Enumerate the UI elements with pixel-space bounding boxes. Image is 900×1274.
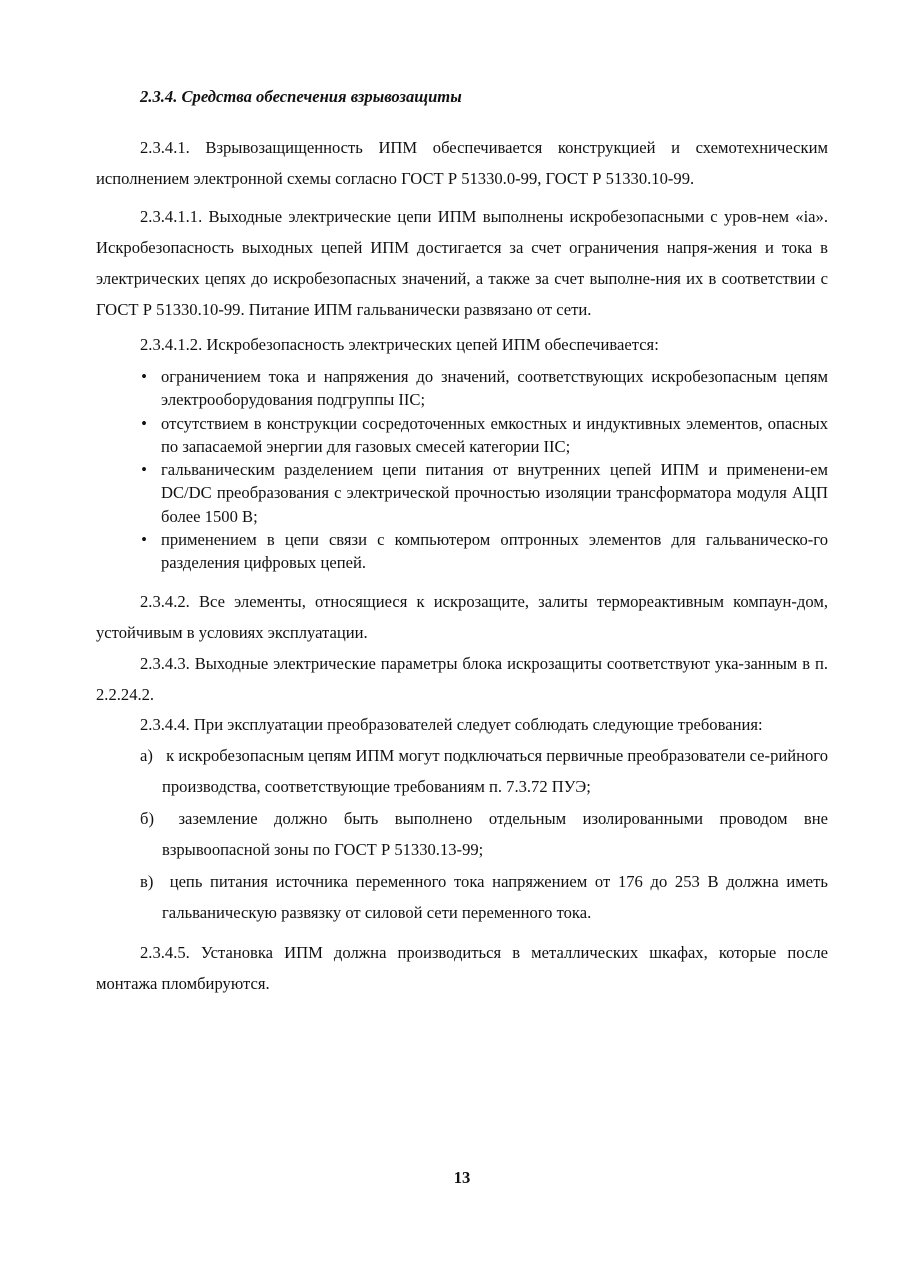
requirement-text: заземление должно быть выполнено отдельным изолированными проводом вне взрывоопасной зоны по ГОСТ Р 51330.13-99; <box>162 809 828 859</box>
list-item-text: гальваническим разделением цепи питания от внутренних цепей ИПМ и применени-ем DC/DC преобразования с электрической прочностью изоляции трансформатора модуля АЦП более 1500 В; <box>161 460 828 526</box>
requirement-text: цепь питания источника переменного тока напряжением от 176 до 253 В должна иметь гальваническую развязку от силовой сети переменного тока. <box>162 872 828 922</box>
section-heading: 2.3.4. Средства обеспечения взрывозащиты <box>140 87 462 106</box>
paragraph-2-3-4-1-2: 2.3.4.1.2. Искробезопасность электрических цепей ИПМ обеспечивается: <box>140 335 659 354</box>
requirement-a <box>140 740 828 802</box>
list-item-text: отсутствием в конструкции сосредоточенных емкостных и индуктивных элементов, опасных по запасаемой энергии для газовых смесей категории IIC; <box>161 413 828 456</box>
paragraph-2-3-4-2: 2.3.4.2. Все элементы, относящиеся к искрозащите, залиты термореактивным компаун-дом, устойчивым в условиях эксплуатации. <box>96 592 828 642</box>
bullet-icon: • <box>141 530 147 550</box>
list-item-text: ограничением тока и напряжения до значений, соответствующих искробезопасным цепям электрооборудования подгруппы IIC; <box>161 367 828 410</box>
list-item <box>96 412 828 459</box>
bullet-icon: • <box>141 460 147 480</box>
requirement-b <box>140 803 828 865</box>
requirement-marker: в) <box>140 872 154 891</box>
requirement-marker: б) <box>140 809 154 828</box>
paragraph-2-3-4-1: 2.3.4.1. Взрывозащищенность ИПМ обеспечивается конструкцией и схемотехническим исполнением электронной схемы согласно ГОСТ Р 51330.0-99, ГОСТ Р 51330.10-99. <box>96 138 828 188</box>
paragraph-2-3-4-4: 2.3.4.4. При эксплуатации преобразователей следует соблюдать следующие требования: <box>140 715 763 734</box>
bullet-icon: • <box>141 367 147 386</box>
list-item <box>96 458 828 528</box>
requirement-c <box>140 866 828 928</box>
paragraph-2-3-4-1-1: 2.3.4.1.1. Выходные электрические цепи ИПМ выполнены искробезопасными с уров-нем «ia». Искробезопасность выходных цепей ИПМ достигается за счет ограничения напря-жения и тока в электрических цепях до искробезопасных значений, а также за счет выполне-ния их в соответствии с ГОСТ Р 51330.10-99. Питание ИПМ гальванически развязано от сети. <box>96 207 828 319</box>
list-item <box>96 528 828 575</box>
bullet-list <box>96 365 828 575</box>
list-item-text: применением в цепи связи с компьютером оптронных элементов для гальваническо-го разделения цифровых цепей. <box>161 530 828 573</box>
page-number: 13 <box>453 1168 471 1187</box>
requirement-marker: а) <box>140 746 153 765</box>
list-item <box>96 365 828 412</box>
requirement-text: к искробезопасным цепям ИПМ могут подключаться первичные преобразователи се-рийного производства, соответствующие требованиям п. 7.3.72 ПУЭ; <box>162 746 828 796</box>
paragraph-2-3-4-5: 2.3.4.5. Установка ИПМ должна производиться в металлических шкафах, которые после монтажа пломбируются. <box>96 943 828 993</box>
paragraph-2-3-4-3: 2.3.4.3. Выходные электрические параметры блока искрозащиты соответствуют ука-занным в п. 2.2.24.2. <box>96 654 828 704</box>
bullet-icon: • <box>141 413 147 433</box>
